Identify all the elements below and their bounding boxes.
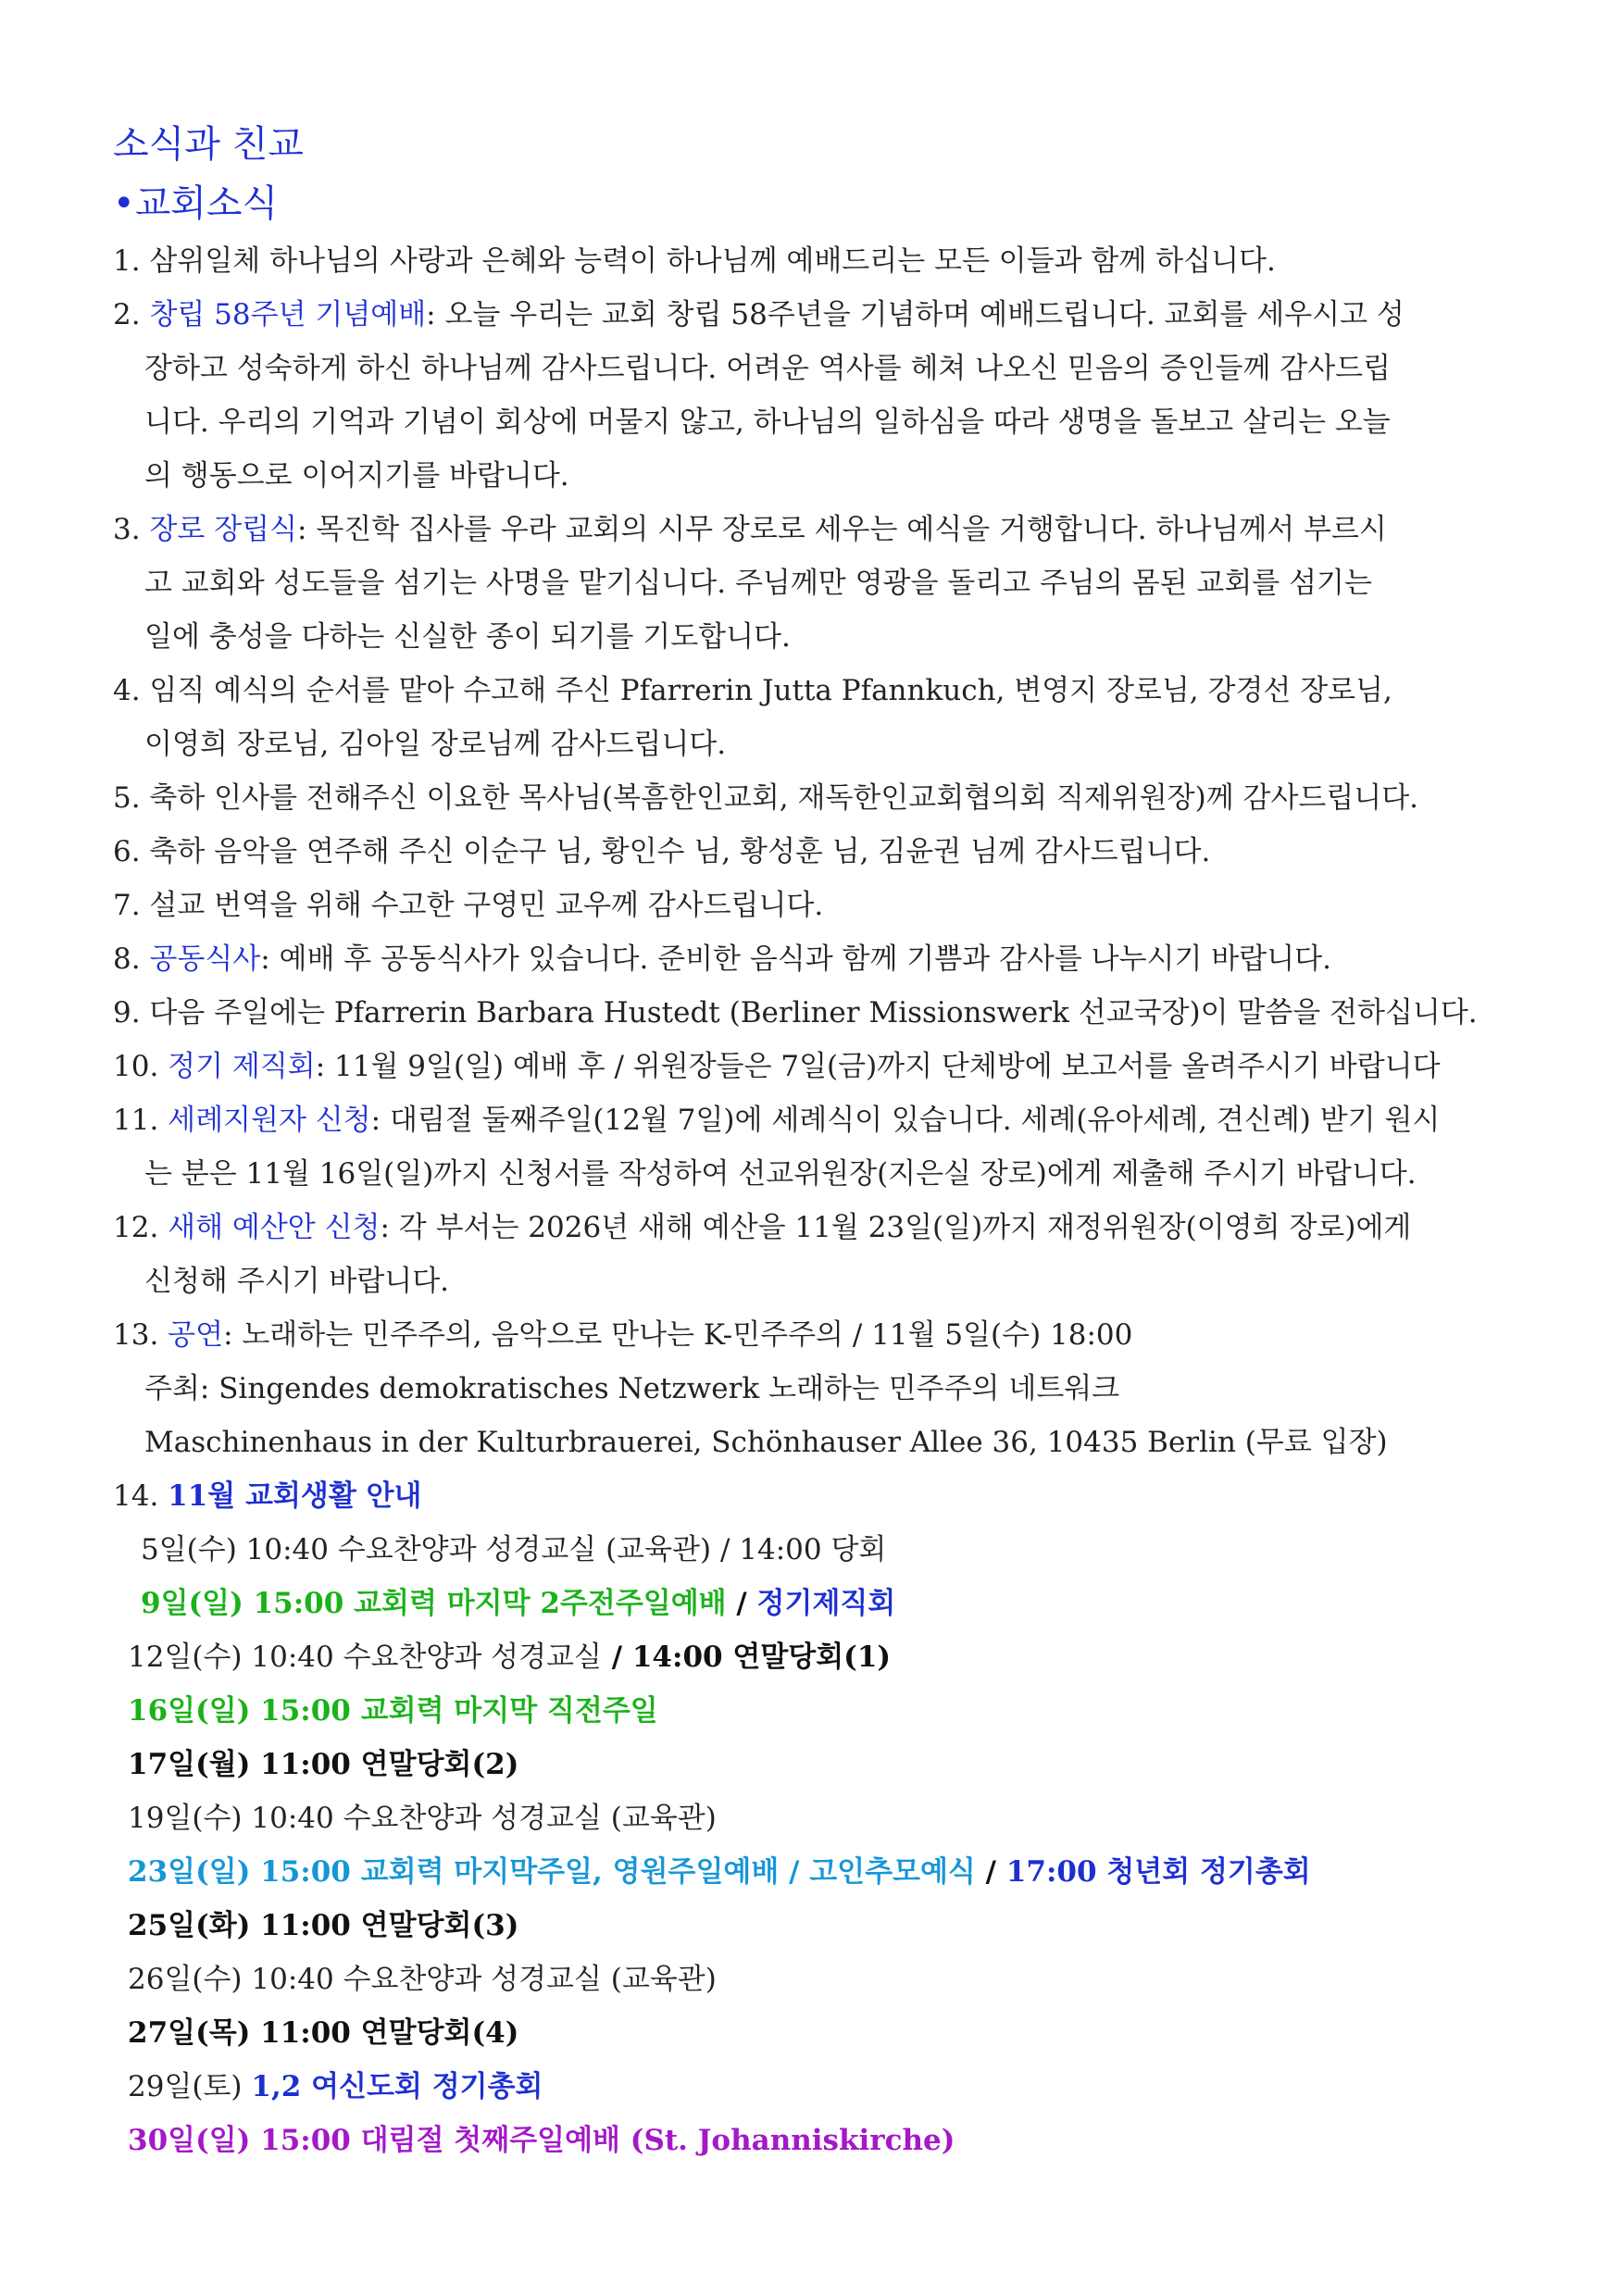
news-item-13-line-2: 주최: Singendes demokratisches Netzwerk 노래하는 민주주의 네트워크 (144, 1372, 1120, 1405)
news-item-12-label: 새해 예산안 신청 (168, 1211, 381, 1244)
schedule-row-26: 26일(수) 10:40 수요찬양과 성경교실 (교육관) (128, 1963, 717, 1996)
news-item-7: 7. 설교 번역을 위해 수고한 구영민 교우께 감사드립니다. (113, 889, 824, 922)
news-item-3: 3. 장로 장립식: 목진학 집사를 우라 교회의 시무 장로로 세우는 예식을 거행합니다. 하나님께서 부르시 (113, 513, 1387, 546)
schedule-row-5: 5일(수) 10:40 수요찬양과 성경교실 (교육관) / 14:00 당회 (141, 1533, 887, 1566)
news-item-14: 14. 11월 교회생활 안내 (113, 1479, 422, 1513)
news-item-11: 11. 세례지원자 신청: 대림절 둘째주일(12월 7일)에 세례식이 있습니다. 세례(유아세례, 견신례) 받기 원시 (113, 1104, 1441, 1137)
news-item-2-line-3: 니다. 우리의 기억과 기념이 회상에 머물지 않고, 하나님의 일하심을 따라 생명을 돌보고 살리는 오늘 (144, 406, 1391, 439)
news-item-14-label: 11월 교회생활 안내 (168, 1479, 422, 1513)
schedule-row-19: 19일(수) 10:40 수요찬양과 성경교실 (교육관) (128, 1802, 717, 1835)
news-item-4-line-2: 이영희 장로님, 김아일 장로님께 감사드립니다. (144, 728, 727, 761)
news-item-8-label: 공동식사 (149, 942, 261, 976)
news-item-12: 12. 새해 예산안 신청: 각 부서는 2026년 새해 예산을 11월 23일(일)까지 재정위원장(이영희 장로)에게 (113, 1211, 1412, 1244)
news-item-6: 6. 축하 음악을 연주해 주신 이순구 님, 황인수 님, 황성훈 님, 김윤권 님께 감사드립니다. (113, 835, 1211, 868)
news-item-1: 1. 삼위일체 하나님의 사랑과 은혜와 능력이 하나님께 예배드리는 모든 이들과 함께 하십니다. (113, 244, 1276, 278)
schedule-row-17: 17일(월) 11:00 연말당회(2) (128, 1748, 519, 1781)
news-item-11-label: 세례지원자 신청 (168, 1104, 371, 1137)
news-item-13-line-3: Maschinenhaus in der Kulturbrauerei, Schönhauser Allee 36, 10435 Berlin (무료 입장) (144, 1426, 1388, 1459)
schedule-row-23: 23일(일) 15:00 교회력 마지막주일, 영원주일예배 / 고인추모예식 / 17:00 청년회 정기총회 (128, 1855, 1311, 1889)
news-item-9: 9. 다음 주일에는 Pfarrerin Barbara Hustedt (Berliner Missionswerk 선교국장)이 말씀을 전하십니다. (113, 996, 1478, 1029)
news-item-5: 5. 축하 인사를 전해주신 이요한 목사님(복흠한인교회, 재독한인교회협의회 직제위원장)께 감사드립니다. (113, 781, 1419, 815)
schedule-row-27: 27일(목) 11:00 연말당회(4) (128, 2016, 519, 2050)
section-title: 소식과 친교 (113, 123, 304, 166)
schedule-row-12: 12일(수) 10:40 수요찬양과 성경교실 / 14:00 연말당회(1) (128, 1641, 892, 1674)
news-item-2-label: 창립 58주년 기념예배 (149, 298, 427, 331)
news-item-10-label: 정기 제직회 (168, 1050, 316, 1083)
news-item-3-label: 장로 장립식 (149, 513, 298, 546)
news-item-11-line-2: 는 분은 11월 16일(일)까지 신청서를 작성하여 선교위원장(지은실 장로)에게 제출해 주시기 바랍니다. (144, 1157, 1417, 1191)
news-item-3-line-2: 고 교회와 성도들을 섬기는 사명을 맡기십니다. 주님께만 영광을 돌리고 주님의 몸된 교회를 섬기는 (144, 567, 1372, 600)
news-item-10: 10. 정기 제직회: 11월 9일(일) 예배 후 / 위원장들은 7일(금)까지 단체방에 보고서를 올려주시기 바랍니다 (113, 1050, 1441, 1083)
news-item-2: 2. 창립 58주년 기념예배: 오늘 우리는 교회 창립 58주년을 기념하며 예배드립니다. 교회를 세우시고 성 (113, 298, 1405, 331)
news-item-2-line-2: 장하고 성숙하게 하신 하나님께 감사드립니다. 어려운 역사를 헤쳐 나오신 믿음의 증인들께 감사드립 (144, 352, 1392, 385)
subsection-title: •교회소식 (113, 182, 279, 225)
news-item-3-line-3: 일에 충성을 다하는 신실한 종이 되기를 기도합니다. (144, 620, 791, 654)
schedule-row-29: 29일(토) 1,2 여신도회 정기총회 (128, 2070, 543, 2103)
news-item-4: 4. 임직 예식의 순서를 맡아 수고해 주신 Pfarrerin Jutta Pfannkuch, 변영지 장로님, 강경선 장로님, (113, 674, 1392, 707)
news-item-13: 13. 공연: 노래하는 민주주의, 음악으로 만나는 K-민주주의 / 11월 5일(수) 18:00 (113, 1318, 1133, 1352)
schedule-row-25: 25일(화) 11:00 연말당회(3) (128, 1909, 519, 1942)
news-item-13-label: 공연 (168, 1318, 224, 1352)
news-item-8: 8. 공동식사: 예배 후 공동식사가 있습니다. 준비한 음식과 함께 기쁨과 감사를 나누시기 바랍니다. (113, 942, 1331, 976)
schedule-row-30: 30일(일) 15:00 대림절 첫째주일예배 (St. Johanniskirche) (128, 2124, 955, 2157)
news-item-2-line-4: 의 행동으로 이어지기를 바랍니다. (144, 459, 569, 493)
news-item-12-line-2: 신청해 주시기 바랍니다. (144, 1265, 450, 1298)
schedule-row-16: 16일(일) 15:00 교회력 마지막 직전주일 (128, 1694, 658, 1728)
schedule-row-9: 9일(일) 15:00 교회력 마지막 2주전주일예배 / 정기제직회 (141, 1587, 896, 1620)
